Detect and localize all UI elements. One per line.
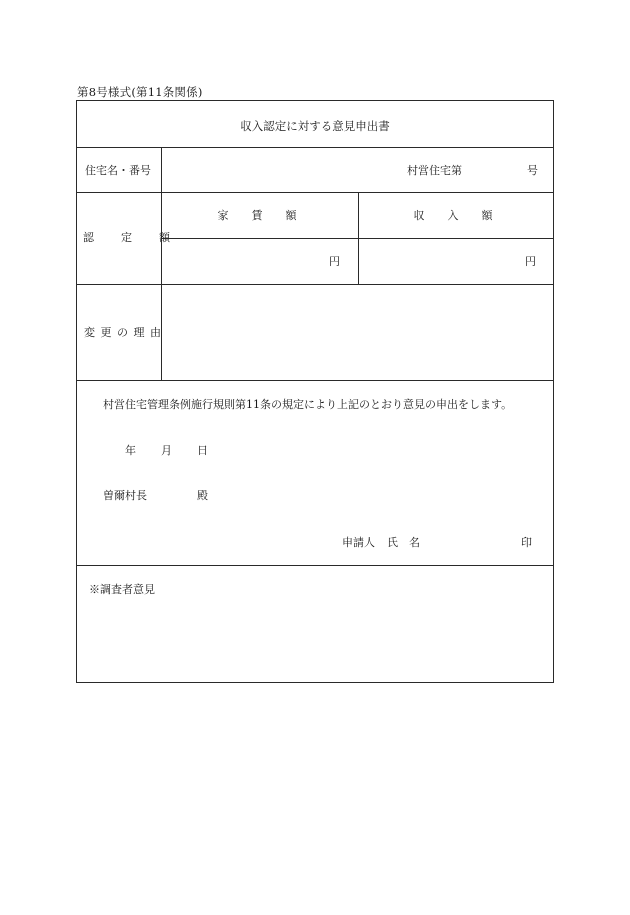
investigator-opinion-field[interactable]: [78, 601, 552, 681]
addressee: 曽爾村長: [103, 489, 147, 502]
date-field[interactable]: [97, 439, 217, 461]
declaration-statement: 村営住宅管理条例施行規則第11条の規定により上記のとおり意見の申出をします。: [103, 398, 513, 411]
seal-mark: 印: [521, 536, 532, 549]
date-day: 日: [197, 444, 208, 457]
income-amount-field[interactable]: [359, 239, 553, 284]
name-label: 氏 名: [387, 536, 420, 549]
rent-unit: 円: [329, 255, 340, 268]
housing-label: 住宅名・番号: [85, 164, 151, 177]
date-month: 月: [161, 444, 172, 457]
housing-prefix: 村営住宅第: [407, 164, 462, 177]
application-form: [76, 100, 554, 683]
income-header: 収 入 額: [413, 209, 499, 222]
income-unit: 円: [525, 255, 536, 268]
date-year: 年: [125, 444, 136, 457]
reason-field[interactable]: [162, 285, 553, 380]
form-number: 第8号様式(第11条関係): [77, 85, 203, 99]
divider-declaration: [77, 565, 553, 566]
honorific: 殿: [197, 489, 208, 502]
divider-reason: [77, 380, 553, 381]
form-title: 収入認定に対する意見申出書: [240, 119, 390, 133]
housing-number-field[interactable]: [162, 148, 553, 192]
investigator-label: ※調査者意見: [89, 583, 155, 596]
applicant-name-field[interactable]: [422, 531, 517, 553]
housing-suffix: 号: [527, 164, 538, 177]
certified-label: 認 定 額: [83, 231, 178, 244]
reason-label: 変 更 の 理 由: [84, 326, 162, 339]
divider-housing: [77, 192, 553, 193]
rent-header: 家 賃 額: [217, 209, 303, 222]
applicant-label: 申請人: [342, 536, 375, 549]
